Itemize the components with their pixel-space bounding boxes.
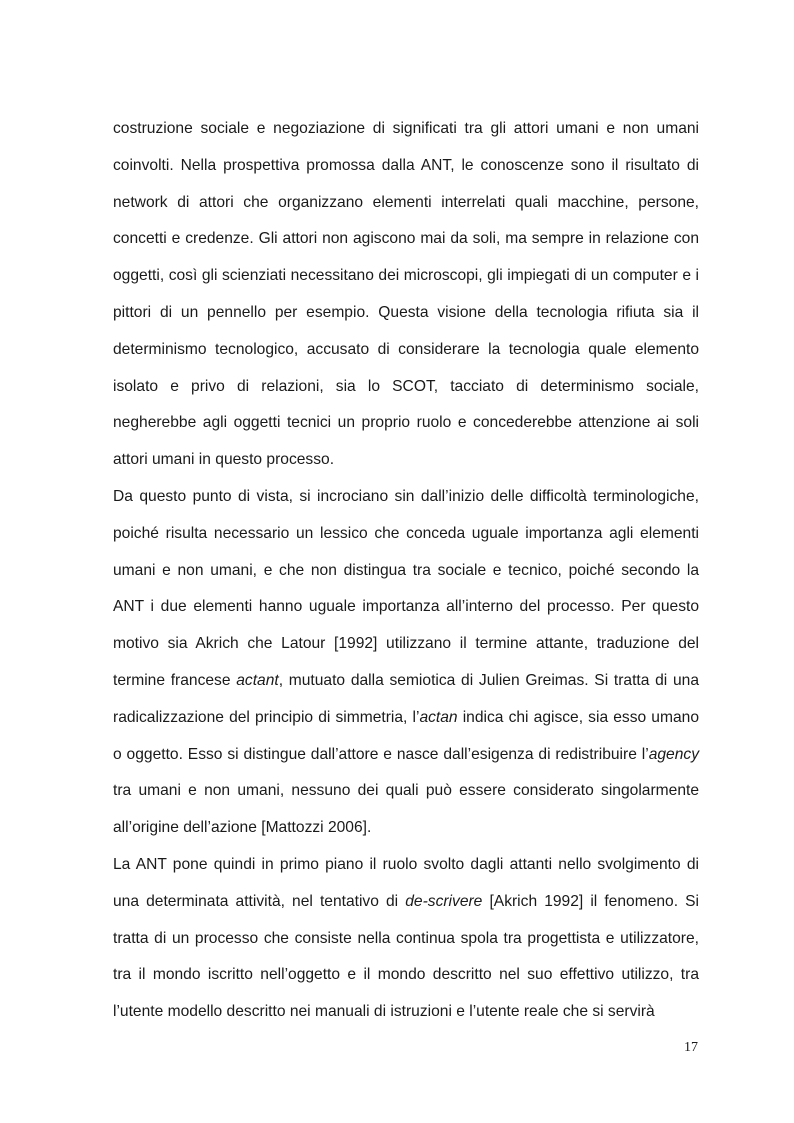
body-text — [113, 111, 699, 1031]
italic-term: actant — [236, 671, 279, 689]
italic-term: actan — [419, 708, 458, 726]
paragraph — [113, 479, 699, 847]
italic-term: de-scrivere — [405, 892, 483, 910]
page-number: 17 — [684, 1040, 698, 1055]
paragraph — [113, 111, 699, 479]
text-run: [Akrich 1992] il fenomeno. Si tratta di un processo che consiste nella continua spola tra progettista e utilizzatore, tra il mondo iscritto nell’oggetto e il mondo descritto nel suo effettivo utilizzo, tra l’utente modello descritto nei manuali di istruzioni e l’utente reale che si servirà — [113, 892, 699, 1021]
text-run: Da questo punto di vista, si incrociano sin dall’inizio delle difficoltà terminologiche, poiché risulta necessario un lessico che conceda uguale importanza agli elementi umani e non umani, e che non distingua tra sociale e tecnico, poiché secondo la ANT i due elementi hanno uguale importanza all’interno del processo. Per questo motivo sia Akrich che Latour [1992] utilizzano il termine attante, traduzione del termine francese — [113, 487, 699, 689]
text-run: indica chi agisce, sia esso umano o oggetto. Esso si distingue dall’attore e nasce dall’esigenza di redistribuire l’ — [113, 708, 699, 763]
text-run: costruzione sociale e negoziazione di significati tra gli attori umani e non umani coinvolti. Nella prospettiva promossa dalla ANT, le conoscenze sono il risultato di network di attori che organizzano elementi interrelati quali macchine, persone, concetti e credenze. Gli attori non agiscono mai da soli, ma sempre in relazione con oggetti, così gli scienziati necessitano dei microscopi, gli impiegati di un computer e i pittori di un pennello per esempio. Questa visione della tecnologia rifiuta sia il determinismo tecnologico, accusato di considerare la tecnologia quale elemento isolato e privo di relazioni, sia lo SCOT, tacciato di determinismo sociale, negherebbe agli oggetti tecnici un proprio ruolo e concederebbe attenzione ai soli attori umani in questo processo. — [113, 120, 699, 469]
text-run: , mutuato dalla semiotica di Julien Greimas. Si tratta di una radicalizzazione del principio di simmetria, l’ — [113, 671, 699, 726]
paragraph — [113, 847, 699, 1031]
text-run: La ANT pone quindi in primo piano il ruolo svolto dagli attanti nello svolgimento di una determinata attività, nel tentativo di — [113, 855, 699, 910]
text-run: tra umani e non umani, nessuno dei quali può essere considerato singolarmente all’origine dell’azione [Mattozzi 2006]. — [113, 782, 699, 837]
italic-term: agency — [648, 745, 699, 763]
